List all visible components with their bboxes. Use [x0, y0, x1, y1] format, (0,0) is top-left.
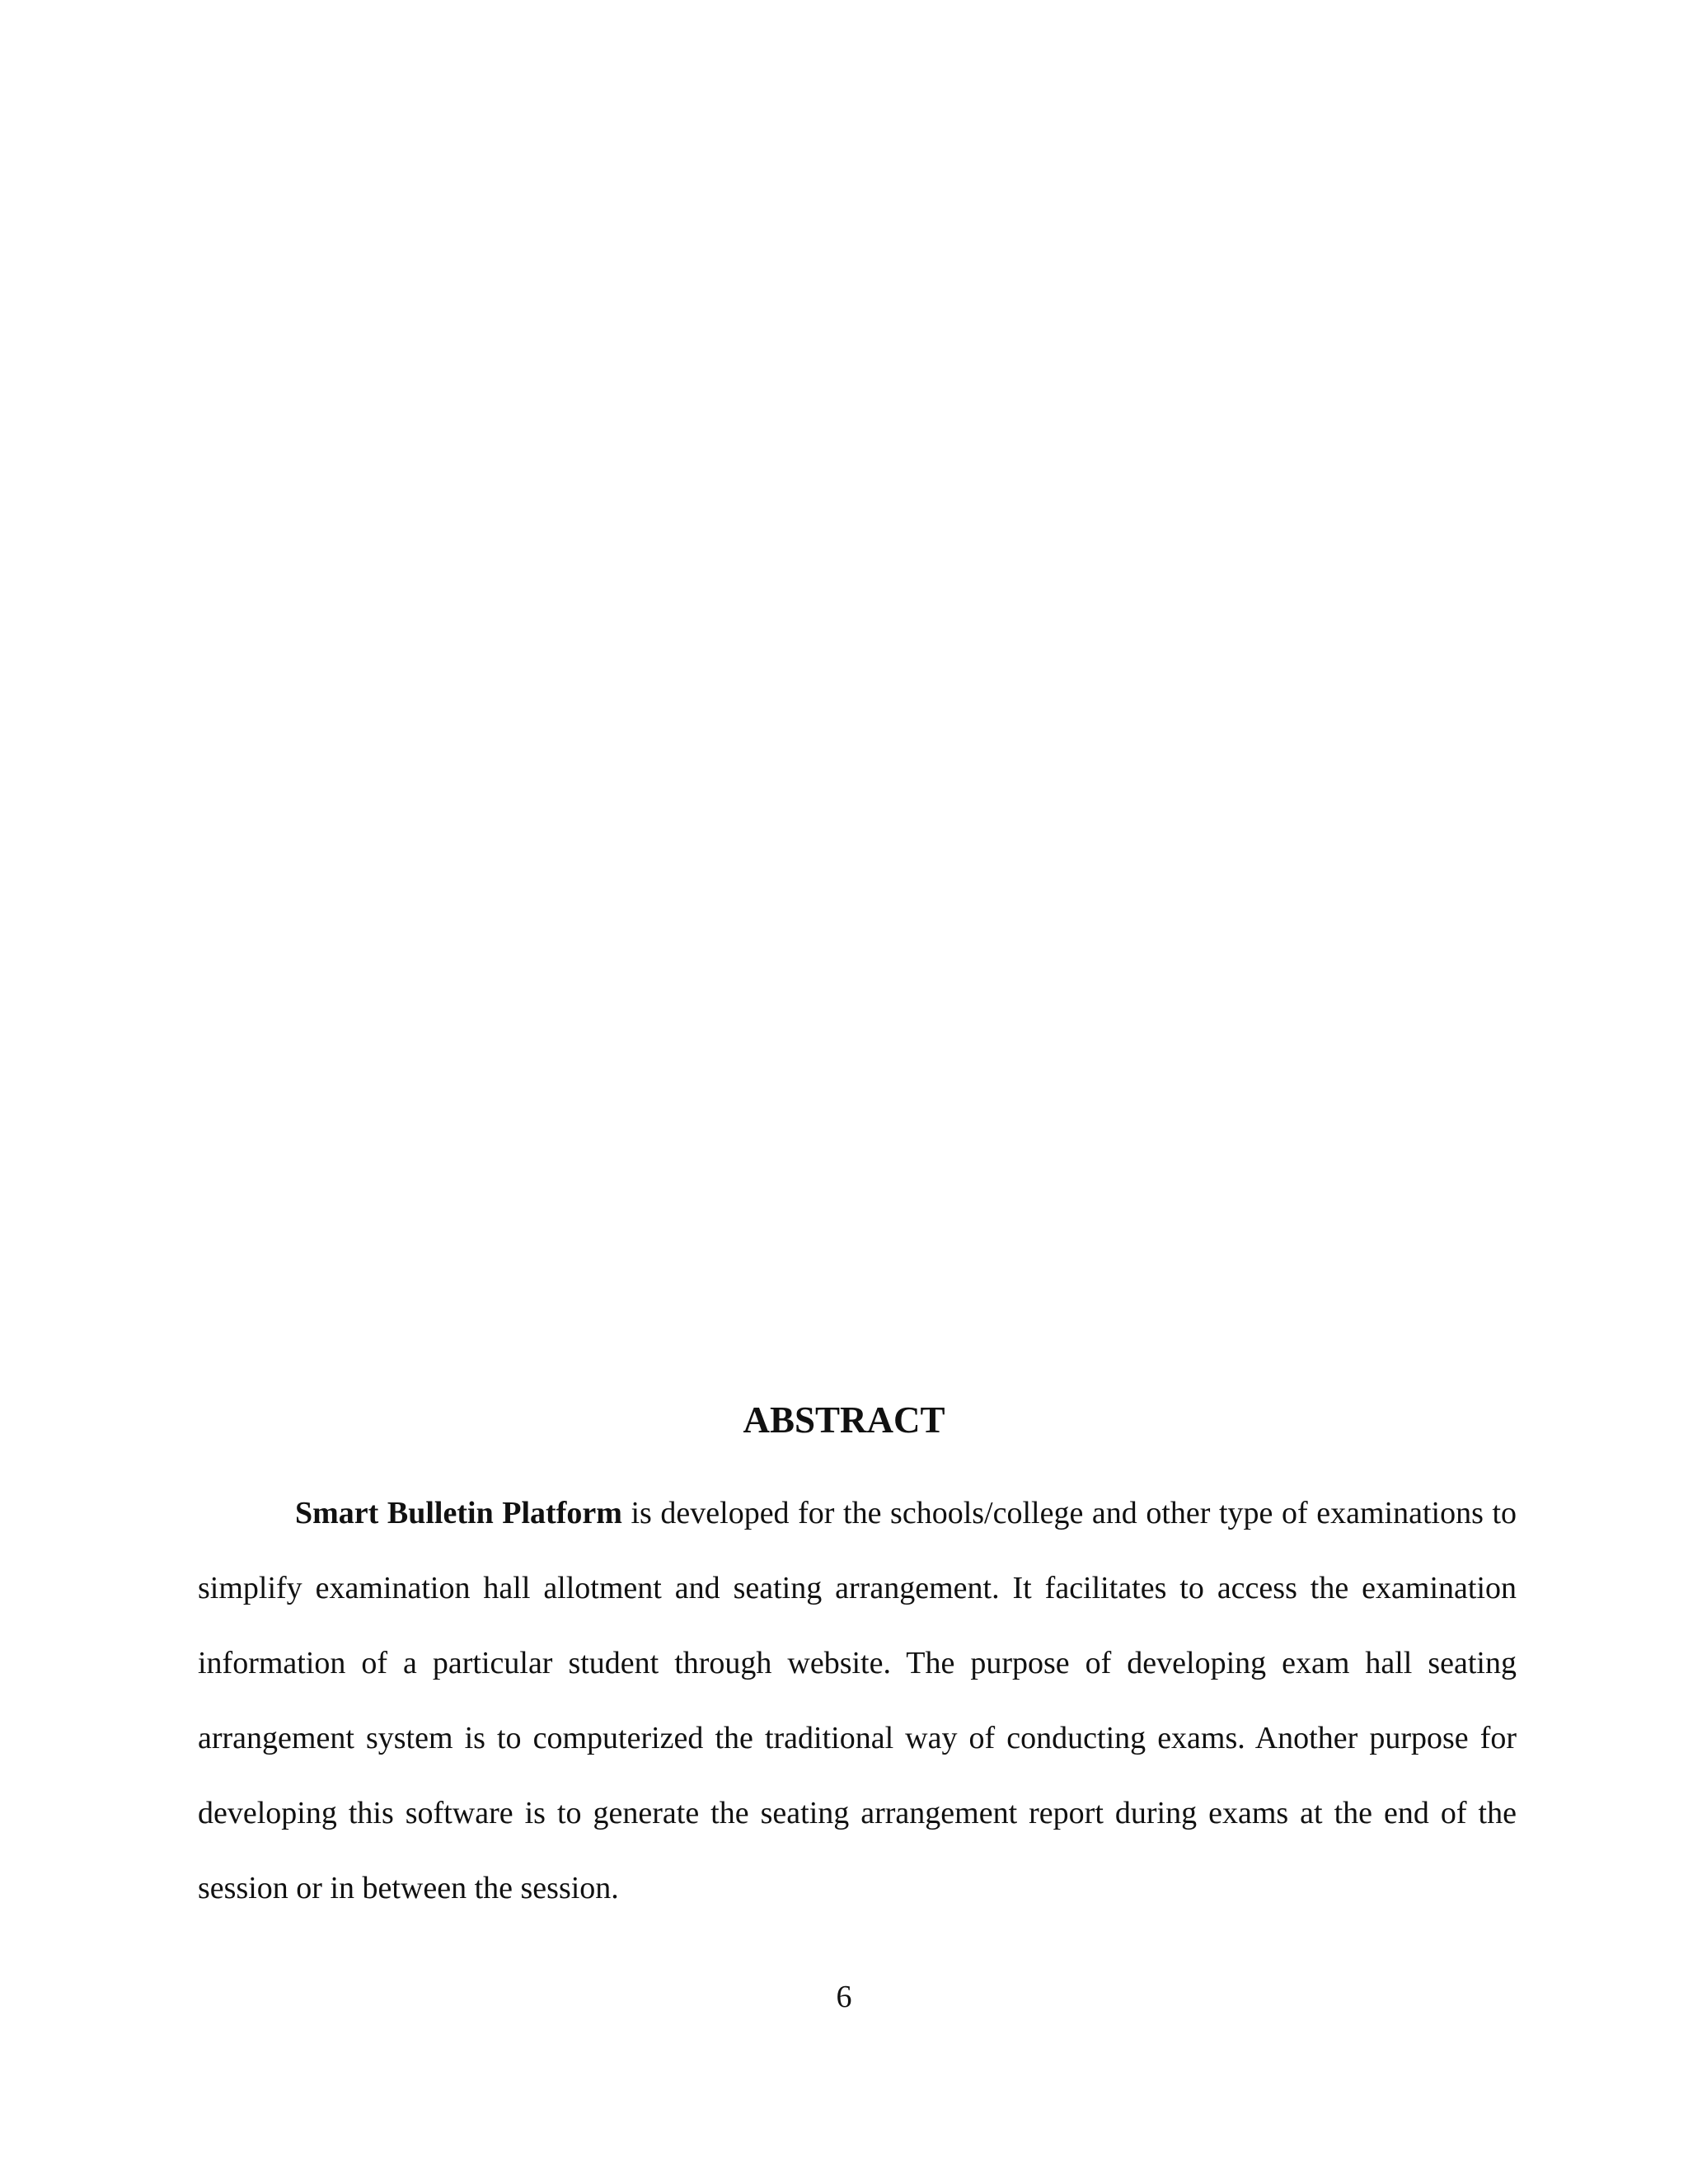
abstract-lead-bold: Smart Bulletin Platform — [295, 1496, 622, 1530]
page-number: 6 — [836, 1980, 852, 2014]
abstract-body-text: is developed for the schools/college and other type of examinations to simplify examination hall allotment and seating arrangement. It facilitates to access the examination information of a particular student through website. The purpose of developing exam hall seating arrangement system is to computerized the traditional way of conducting exams. Another purpose for developing this software is to generate the seating arrangement report during exams at the end of the session or in between the session. — [198, 1496, 1517, 1905]
abstract-heading: ABSTRACT — [743, 1399, 945, 1441]
abstract-paragraph — [198, 1476, 1517, 1926]
